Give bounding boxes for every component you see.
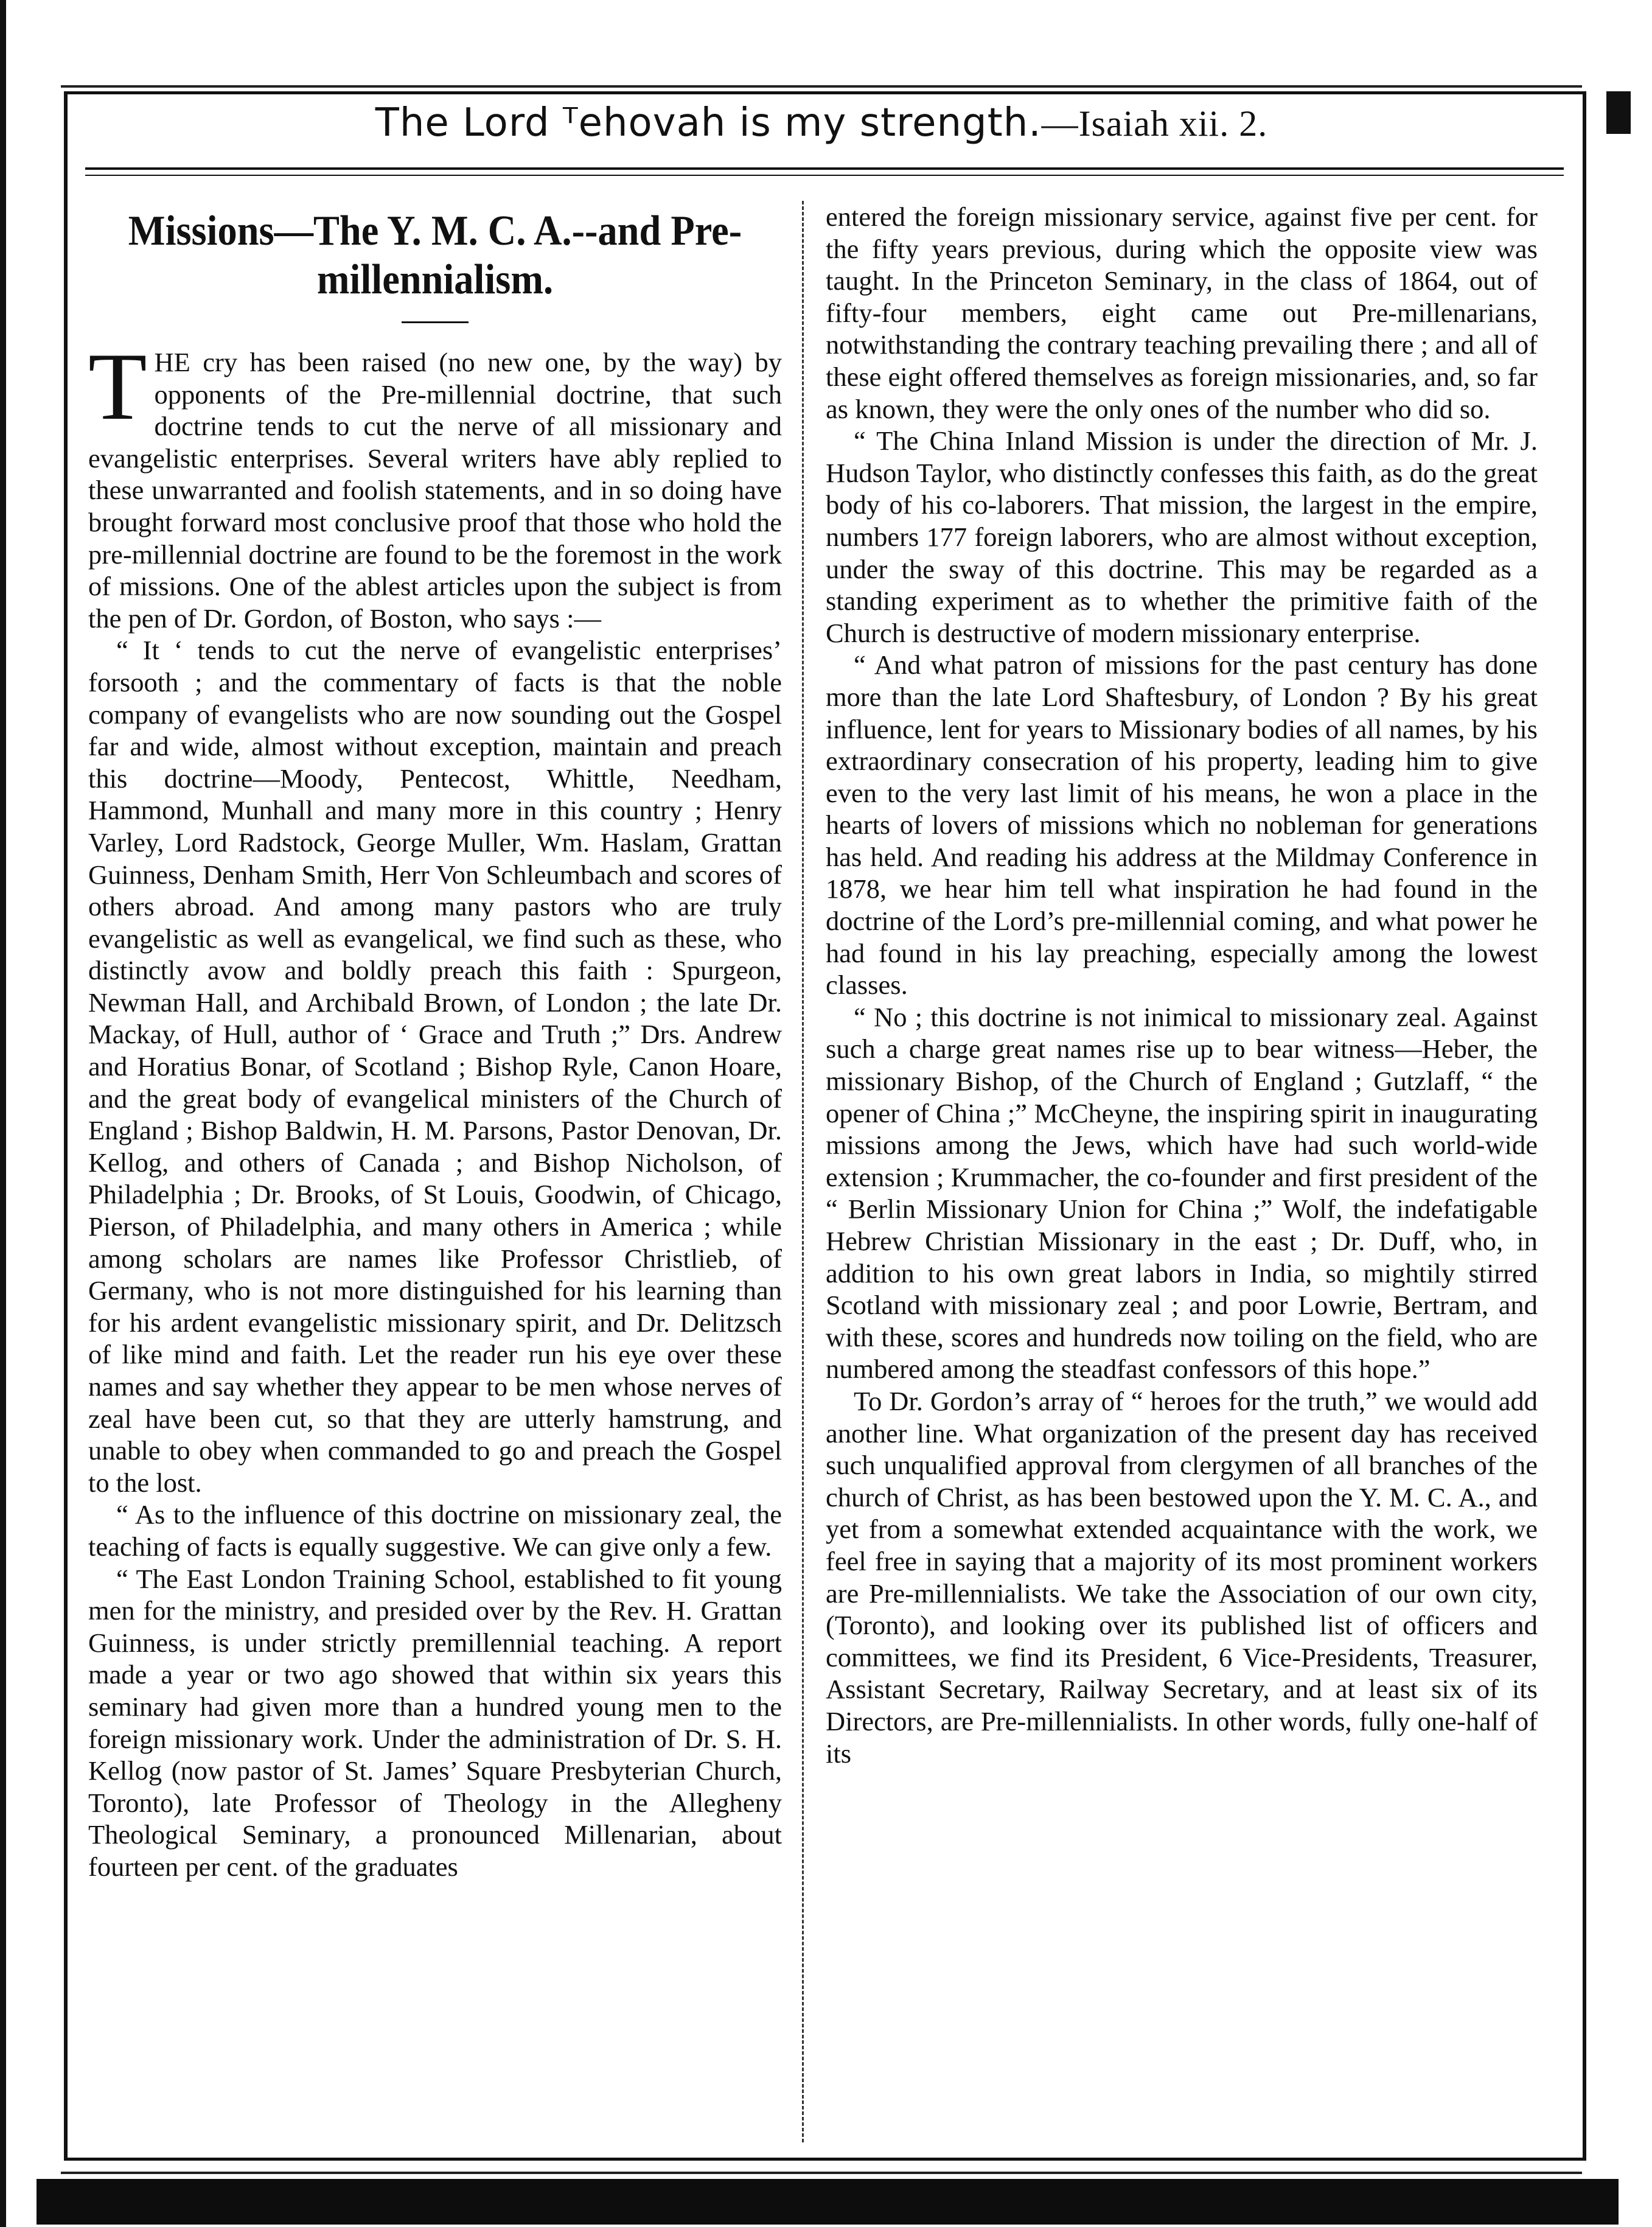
page-frame-bottom [64,2158,1586,2161]
paragraph: entered the foreign missionary service, against five per cent. for the fifty years previous, during which the opposite view was taught. In the Princeton Seminary, in the class of 1864, out of fifty-four members, eight came out Pre-millenarians, notwithstanding the contrary teaching prevailing there ; and all of these eight offered themselves as foreign missionaries, and, so far as known, they were the only ones of the number who did so. [826,201,1538,424]
article-title: Missions—The Y. M. C. A.--and Pre-millennialism. [128,208,742,303]
paragraph: “ And what patron of missions for the past century has done more than the late Lord Shaftesbury, of London ? By his great influence, lent for years to Missionary bodies of all names, by his extraordinary consecration of his property, leading him to give even to the very last limit of his means, he won a place in the hearts of lovers of missions which no nobleman for generations has held. And reading his address at the Mildmay Conference in 1878, we hear him tell what inspiration he had found in the doctrine of the Lord’s pre-millennial coming, and what power he had found in his lay preaching, especially among the lowest classes. [826,649,1538,1001]
paragraph: “ The East London Training School, established to fit young men for the ministry, and presided over by the Rev. H. Grattan Guinness, is under strictly premillennial teaching. A report made a year or two ago showed that within six years this seminary had given more than a hundred young men to the foreign missionary work. Under the administration of Dr. S. H. Kellog (now pastor of St. James’ Square Presbyterian Church, Toronto), late Professor of Theology in the Allegheny Theological Seminary, a pronounced Millenarian, about fourteen per cent. of the graduates [88,1563,782,1882]
header-rule [85,167,1564,170]
column-divider [802,201,804,2142]
right-column [826,201,1538,1769]
paragraph [88,334,782,634]
page-header [67,100,1576,145]
scan-edge [0,0,6,2227]
left-column [88,201,782,1883]
paragraph: “ As to the influence of this doctrine on missionary zeal, the teaching of facts is equally suggestive. We can give only a few. [88,1499,782,1562]
paragraph-text: HE cry has been raised (no new one, by the way) by opponents of the Pre-millennial doctrine, that such doctrine tends to cut the nerve of all missionary and evangelistic enterprises. Several writers have ably replied to these unwarranted and foolish statements, and in so doing have brought forward most conclusive proof that those who hold the pre-millennial doctrine are found to be the foremost in the work of missions. One of the ablest articles upon the subject is from the pen of Dr. Gordon, of Boston, who says :— [88,347,782,634]
paragraph: “ No ; this doctrine is not inimical to missionary zeal. Against such a charge great names rise up to bear witness—Heber, the missionary Bishop, of the Church of England ; Gutzlaff, “ the opener of China ;” McCheyne, the inspiring spirit in inaugurating missions among the Jews, which have had such world-wide extension ; Krummacher, the co-founder and first president of the “ Berlin Missionary Union for China ;” Wolf, the indefatigable Hebrew Christian Missionary in the east ; Dr. Duff, who, in addition to his own great labors in India, so mightily stirred Scotland with missionary zeal ; and poor Lowrie, Bertram, and with these, scores and hundreds now toiling on the field, who are numbered among the steadfast confessors of this hope.” [826,1001,1538,1385]
scan-speck [1606,91,1631,134]
bottom-border-rule [61,2172,1582,2174]
header-rule-thin [85,175,1564,176]
title-rule [402,321,469,323]
drop-cap: T [88,334,147,440]
paragraph: To Dr. Gordon’s array of “ heroes for the truth,” we would add another line. What organization of the present day has received such unqualified approval from clergymen of all branches of the church of Christ, as has been bestowed upon the Y. M. C. A., and yet from a somewhat extended acquaintance with the work, we feel free in saying that a majority of its most prominent workers are Pre-millennialists. We take the Association of our own city, (Toronto), and looking over its published list of officers and committees, we find its President, 6 Vice-Presidents, Treasurer, Assistant Secretary, Railway Secretary, and at least six of its Directors, are Pre-millennialists. In other words, fully one-half of its [826,1385,1538,1769]
header-citation: —Isaiah xii. 2. [1041,103,1268,144]
paragraph: “ The China Inland Mission is under the direction of Mr. J. Hudson Taylor, who distinctly confesses this faith, as do the great body of his co-laborers. That mission, the largest in the empire, numbers 177 foreign laborers, who are almost without exception, under the sway of this doctrine. This may be regarded as a standing experiment as to whether the primitive faith of the Church is destructive of modern missionary enterprise. [826,425,1538,648]
scan-noise-strip [37,2179,1619,2225]
header-motto: The Lord ᵀehovah is my strength. [375,100,1042,145]
paragraph: “ It ‘ tends to cut the nerve of evangelistic enterprises’ forsooth ; and the commentary of facts is that the noble company of evangelists who are now sounding out the Gospel far and wide, almost without exception, maintain and preach this doctrine—Moody, Pentecost, Whittle, Needham, Hammond, Munhall and many more in this country ; Henry Varley, Lord Radstock, George Muller, Wm. Haslam, Grattan Guinness, Denham Smith, Herr Von Schleumbach and scores of others abroad. And among many pastors who are truly evangelistic as well as evangelical, we find such as these, who distinctly avow and boldly preach this faith : Spurgeon, Newman Hall, and Archibald Brown, of London ; the late Dr. Mackay, of Hull, author of ‘ Grace and Truth ;” Drs. Andrew and Horatius Bonar, of Scotland ; Bishop Ryle, Canon Hoare, and the great body of evangelical ministers of the Church of England ; Bishop Baldwin, H. M. Parsons, Pastor Denovan, Dr. Kellog, and others of Canada ; and Bishop Nicholson, of Philadelphia ; Dr. Brooks, of St Louis, Goodwin, of Chicago, Pierson, of Philadelphia, and many others in America ; while among scholars are names like Professor Christlieb, of Germany, who is not more distinguished for his learning than for his ardent evangelistic missionary spirit, and Dr. Delitzsch of like mind and faith. Let the reader run his eye over these names and say whether they appear to be men whose nerves of zeal have been cut, so that they are utterly hamstrung, and unable to obey when commanded to go and preach the Gospel to the lost. [88,635,782,1498]
top-border-rule [61,85,1582,88]
